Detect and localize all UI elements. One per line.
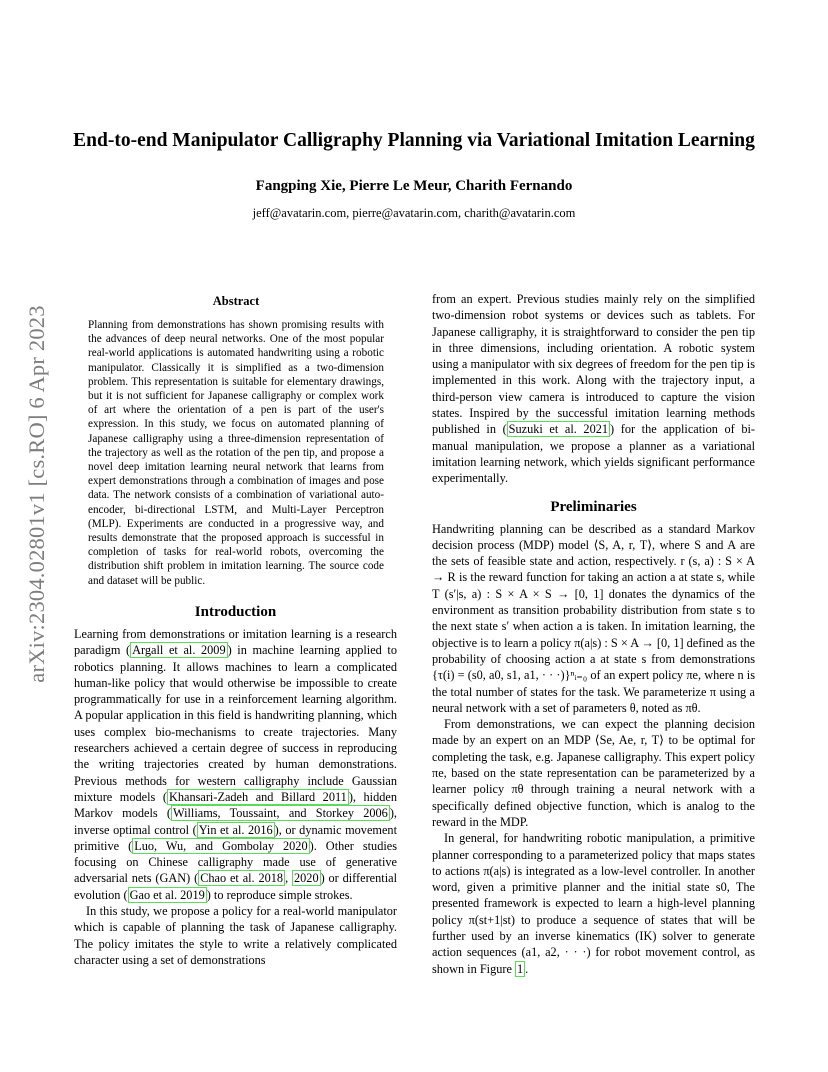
introduction-paragraph-2-continued: from an expert. Previous studies mainly rely on the simplified two-dimension robot systems or devices such as tablets. For Japanese calligraphy, it is straightforward to consider the pen tip in three dimensions, including orientation. A robotic system using a manipulator with six degrees of freedom for the pen tip is implemented in this work. Along with the trajectory input, a third-person view camera is introduced to capture the vision states. Inspired by the successful imitation learning methods published in ( Suzuki et al. 2021 ) for the application of bi-manual manipulation, we propose a planner as a variational imitation learning network, which yields significant performance experimentally. [432,292,755,486]
paper-authors: Fangping Xie, Pierre Le Meur, Charith Fernando [255,178,573,194]
author-emails: jeff@avatarin.com, pierre@avatarin.com, charith@avatarin.com [252,206,576,220]
citation-link[interactable]: Williams, Toussaint, and Storkey 2006 [172,806,388,821]
right-column [432,291,755,977]
figure-reference-link[interactable]: 1 [517,961,524,976]
preliminaries-heading: Preliminaries [550,498,637,515]
arxiv-identifier-text: arXiv:2304.02801v1 [cs.RO] 6 Apr 2023 [24,305,49,683]
citation-link[interactable]: Chao et al. 2018 [200,871,284,886]
introduction-paragraph-2: In this study, we propose a policy for a real-world manipulator which is capable of planning the task of Japanese calligraphy. The policy imitates the style to write a relatively complicated character using a set of demonstrations [74,904,397,967]
citation-link[interactable]: Khansari-Zadeh and Billard 2011 [168,789,347,804]
citation-link[interactable]: Yin et al. 2016 [198,822,273,837]
left-column [74,604,397,968]
preliminaries-paragraph-1: Handwriting planning can be described as a standard Markov decision process (MDP) model ⟨S, A, r, T⟩, where S and A are the sets of feasible state and action, respectively. r (s, a) : S × A → R is the reward function for taking an action a at state s, while T (s′|s, a) : S × A × S → [0, 1] donates the dynamics of the environment as transition probability distribution from state s to the next state s′ when action a is taken. In imitation learning, the objective is to learn a policy π(a|s) : S × A → [0, 1] defined as the probability of choosing action a at state s from demonstrations {τ(i) = (s0, a0, s1, a1, · · ·)}ⁿᵢ₌₀ of an expert policy πe, where n is the total number of states for the task. We parameterize π using a neural network with a set of parameters θ, noted as πθ. [432,521,755,715]
arxiv-identifier [22,292,52,696]
abstract-section [88,294,384,588]
preliminaries-paragraph-3: In general, for handwriting robotic manipulation, a primitive planner corresponding to a parameterized policy that maps states to actions π(a|s) is integrated as a low-level controller. In another word, given a primitive planner and the initial state s0, The presented framework is expected to learn a high-level planning policy π(st+1|st) to produce a sequence of states that will be further used by an inverse kinematics (IK) solver to generate action sequences (a1, a2, · · ·) for robot movement control, as shown in Figure 1 . [432,831,755,976]
abstract-heading: Abstract [212,294,260,308]
abstract-body: Planning from demonstrations has shown promising results with the advances of deep neural networks. One of the most popular real-world applications is automated handwriting using a robotic manipulator. Classically it is simplified as a two-dimension problem. This representation is suitable for elementary drawings, but it is not sufficient for Japanese calligraphy or complex work of art where the orientation of a pen is part of the user's expression. In this study, we focus on automated planning of Japanese calligraphy using a three-dimension representation of the trajectory as well as the rotation of the pen tip, and propose a novel deep imitation learning neural network that learns from expert demonstrations through a combination of images and pose data. The network consists of a combination of variational auto-encoder, bi-directional LSTM, and Multi-Layer Perceptron (MLP). Experiments are conducted in a progressive way, and results demonstrate that the proposed approach is successful in completion of tasks for real-world robots, overcoming the distribution shift problem in imitation learning. The source code and dataset will be public. [88,319,384,587]
citation-link[interactable]: 2020 [294,871,319,886]
preliminaries-paragraph-2: From demonstrations, we can expect the planning decision made by an expert on an MDP ⟨Se, Ae, r, T⟩ to be optimal for completing the task, e.g. Japanese calligraphy. This expert policy πe, based on the state representation can be parameterized by a learner policy πθ through training a neural network with a specifically defined objective function, which is analog to the reward in the MDP. [432,717,755,829]
citation-link[interactable]: Suzuki et al. 2021 [508,422,609,437]
introduction-paragraph-1: Learning from demonstrations or imitation learning is a research paradigm ( Argall et al. 2009 ) in machine learning applied to robotics planning. It allows machines to learn a complicated human-like policy that would otherwise be impossible to create programmatically for use in a reinforcement learning algorithm. A popular application in this field is handwriting planning, which uses complex bio-mechanisms to create trajectories. Many researchers achieved a certain degree of success in reproducing the writing trajectories created by human demonstrations. Previous methods for western calligraphy include Gaussian mixture models ( Khansari-Zadeh and Billard 2011 ), hidden Markov models ( Williams, Toussaint, and Storkey 2006 ), inverse optimal control ( Yin et al. 2016 ), or dynamic movement primitive ( Luo, Wu, and Gombolay 2020 ). Other studies focusing on Chinese calligraphy made use of generative adversarial nets (GAN) ( Chao et al. 2018 , 2020 ) or differential evolution ( Gao et al. 2019 ) to reproduce simple strokes. [74,627,398,902]
paper-title: End-to-end Manipulator Calligraphy Planning via Variational Imitation Learning [73,130,755,151]
citation-link[interactable]: Argall et al. 2009 [132,643,226,658]
introduction-heading: Introduction [194,604,277,620]
citation-link[interactable]: Luo, Wu, and Gombolay 2020 [134,838,308,853]
citation-link[interactable]: Gao et al. 2019 [129,887,205,902]
